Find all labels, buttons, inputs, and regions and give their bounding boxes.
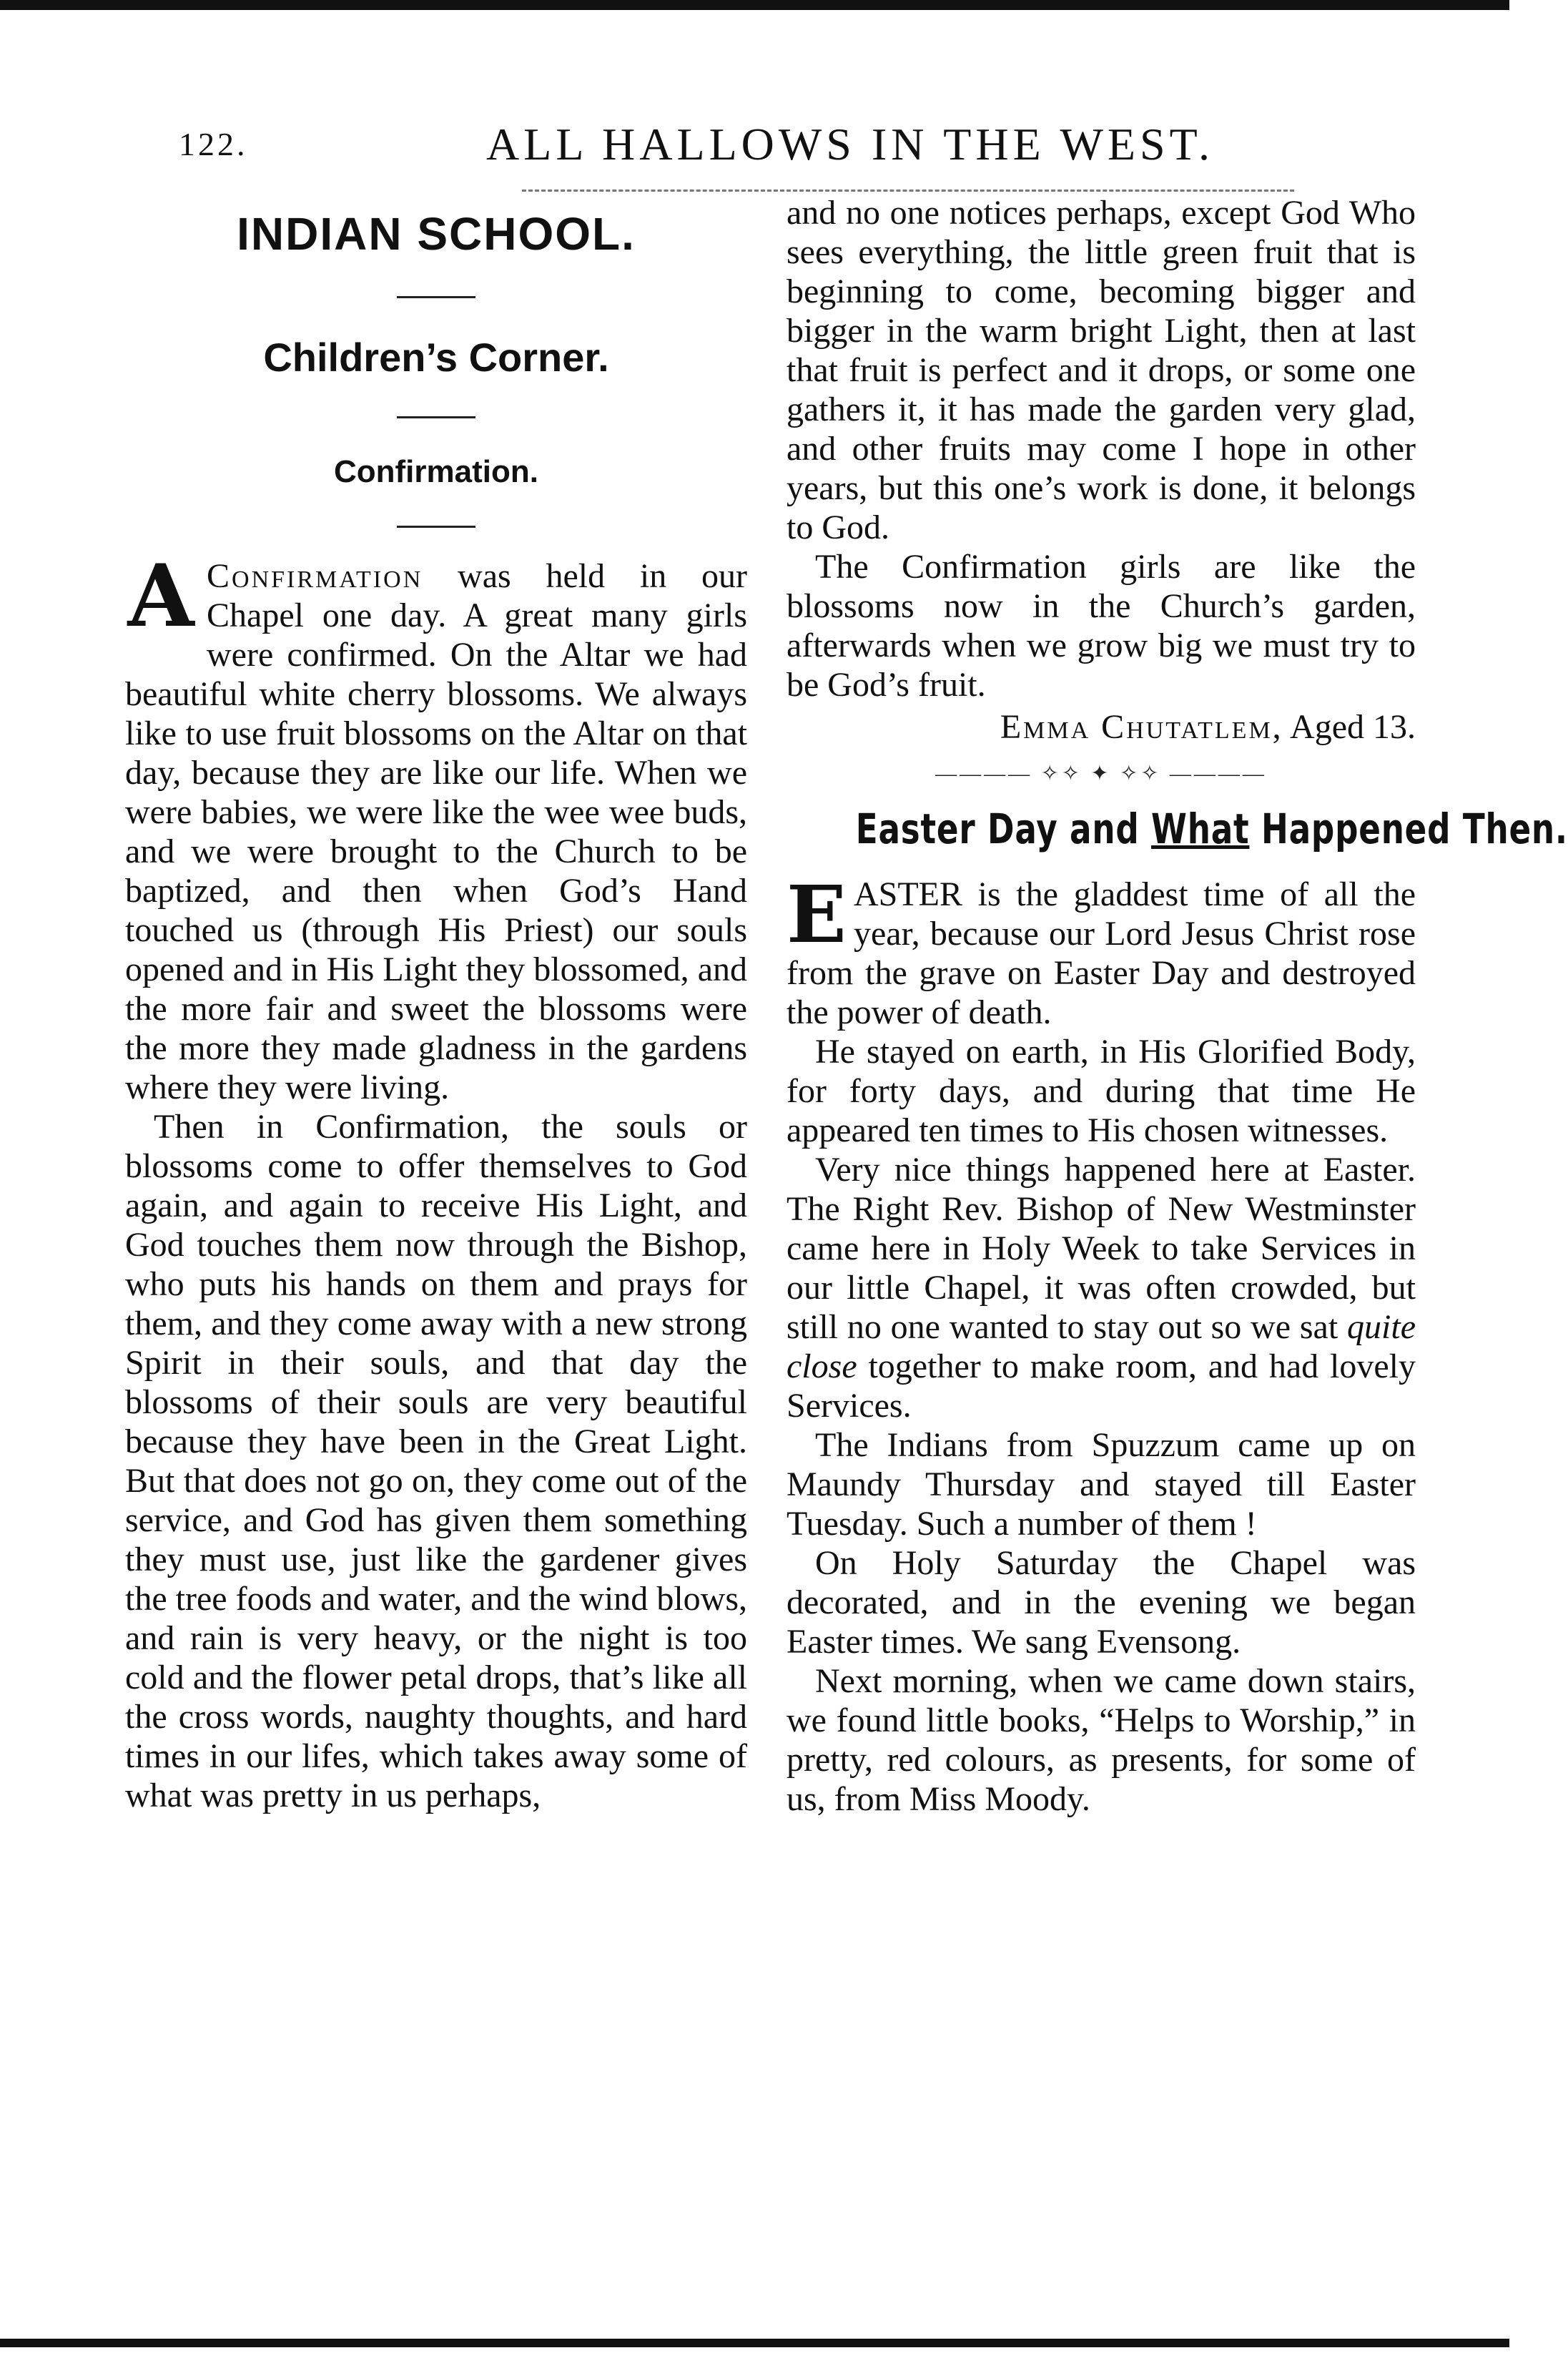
easter-paragraph-2: He stayed on earth, in His Glorified Body, for forty days, and during that time He appeared ten times to His chosen witnesses.: [787, 1033, 1416, 1149]
easter-paragraph-4: The Indians from Spuzzum came up on Maundy Thursday and stayed till Easter Tuesday. Such a number of them !: [787, 1426, 1416, 1543]
dropcap-letter: A: [127, 546, 194, 647]
page-number: 122.: [179, 126, 248, 162]
subtitle-divider: [397, 416, 475, 418]
author-name: Emma Chutatlem,: [1000, 708, 1283, 746]
top-border-rule: [0, 0, 1509, 10]
section-title: INDIAN SCHOOL.: [237, 208, 636, 260]
subtitle: Children’s Corner.: [263, 335, 609, 380]
italic-phrase: quite close: [787, 1308, 1416, 1385]
easter-title-part-3: Happened Then.: [1249, 805, 1568, 853]
page-header: [136, 119, 1423, 190]
bottom-border-rule: [0, 2339, 1509, 2347]
easter-paragraph-3: [787, 1150, 1416, 1425]
easter-title: [855, 805, 1568, 853]
right-column: [787, 193, 1568, 1819]
author-age: Aged 13.: [1283, 708, 1416, 746]
easter-dropcap: E: [787, 868, 847, 961]
left-column: [125, 193, 747, 1815]
article-divider: [397, 526, 475, 528]
ornament-divider: ———— ✧✧ ✦ ✧✧ ————: [935, 762, 1267, 785]
running-title: ALL HALLOWS IN THE WEST.: [486, 119, 1214, 170]
author-signature: [787, 707, 1416, 747]
paragraph-text: was held in our Chapel one day. A great many girls were confirmed. On the Altar we had beautiful white cherry blossoms. We always like to use fruit blossoms on the Altar on that day, because they are like our life. When we were babies, we were like the wee wee buds, and we were brought to the Church to be baptized, and then when God’s Hand touched us (through His Priest) our souls opened and in His Light they blossomed, and the more fair and sweet the blossoms were the more they made gladness in the gardens where they were living.: [125, 557, 747, 1106]
confirmation-paragraph-2: Then in Confirmation, the souls or blossoms come to offer themselves to God again, and again to receive His Light, and God touches them now through the Bishop, who puts his hands on them and prays for them, and they come away with a new strong Spirit in their souls, and that day the blossoms of their souls are very beautiful because they have been in the Great Light. But that does not go on, they come out of the service, and God has given them something they must use, just like the gardener gives the tree foods and water, and the wind blows, and rain is very heavy, or the night is too cold and the flower petal drops, that’s like all the cross words, naughty thoughts, and hard times in our lifes, which takes away some of what was pretty in us perhaps,: [125, 1108, 747, 1814]
paragraph-text: ASTER is the gladdest time of all the year, because our Lord Jesus Christ rose from the grave on Easter Day and destroyed the power of death.: [787, 875, 1416, 1031]
confirmation-paragraph-1: [125, 546, 747, 1107]
title-divider: [397, 296, 475, 298]
paragraph-text: Very nice things happened here at Easter. The Right Rev. Bishop of New Westminster came here in Holy Week to take Services in our little Chapel, it was often crowded, but still no one wanted to stay out so we sat: [787, 1151, 1416, 1346]
easter-title-part-2: What: [1151, 805, 1250, 853]
lead-smallcaps: Confirmation: [207, 557, 423, 595]
easter-paragraph-6: Next morning, when we came down stairs, we found little books, “Helps to Worship,” in pretty, red colours, as presents, for some of us, from Miss Moody.: [787, 1662, 1416, 1818]
header-divider: [522, 190, 1294, 192]
easter-paragraph-5: On Holy Saturday the Chapel was decorated, and in the evening we began Easter times. We sang Evensong.: [787, 1544, 1416, 1661]
paragraph-text: together to make room, and had lovely Services.: [787, 1347, 1416, 1425]
confirmation-paragraph-4: The Confirmation girls are like the blossoms now in the Church’s garden, afterwards when we grow big we must try to be God’s fruit.: [787, 548, 1416, 704]
easter-title-part-1: Easter Day and: [855, 805, 1152, 853]
confirmation-paragraph-3: and no one notices perhaps, except God Who sees everything, the little green fruit that is beginning to come, becoming bigger and bigger in the warm bright Light, then at last that fruit is perfect and it drops, or some one gathers it, it has made the garden very glad, and other fruits may come I hope in other years, but this one’s work is done, it belongs to God.: [787, 194, 1416, 546]
article-title: Confirmation.: [334, 454, 538, 489]
easter-paragraph-1: [787, 868, 1416, 1032]
